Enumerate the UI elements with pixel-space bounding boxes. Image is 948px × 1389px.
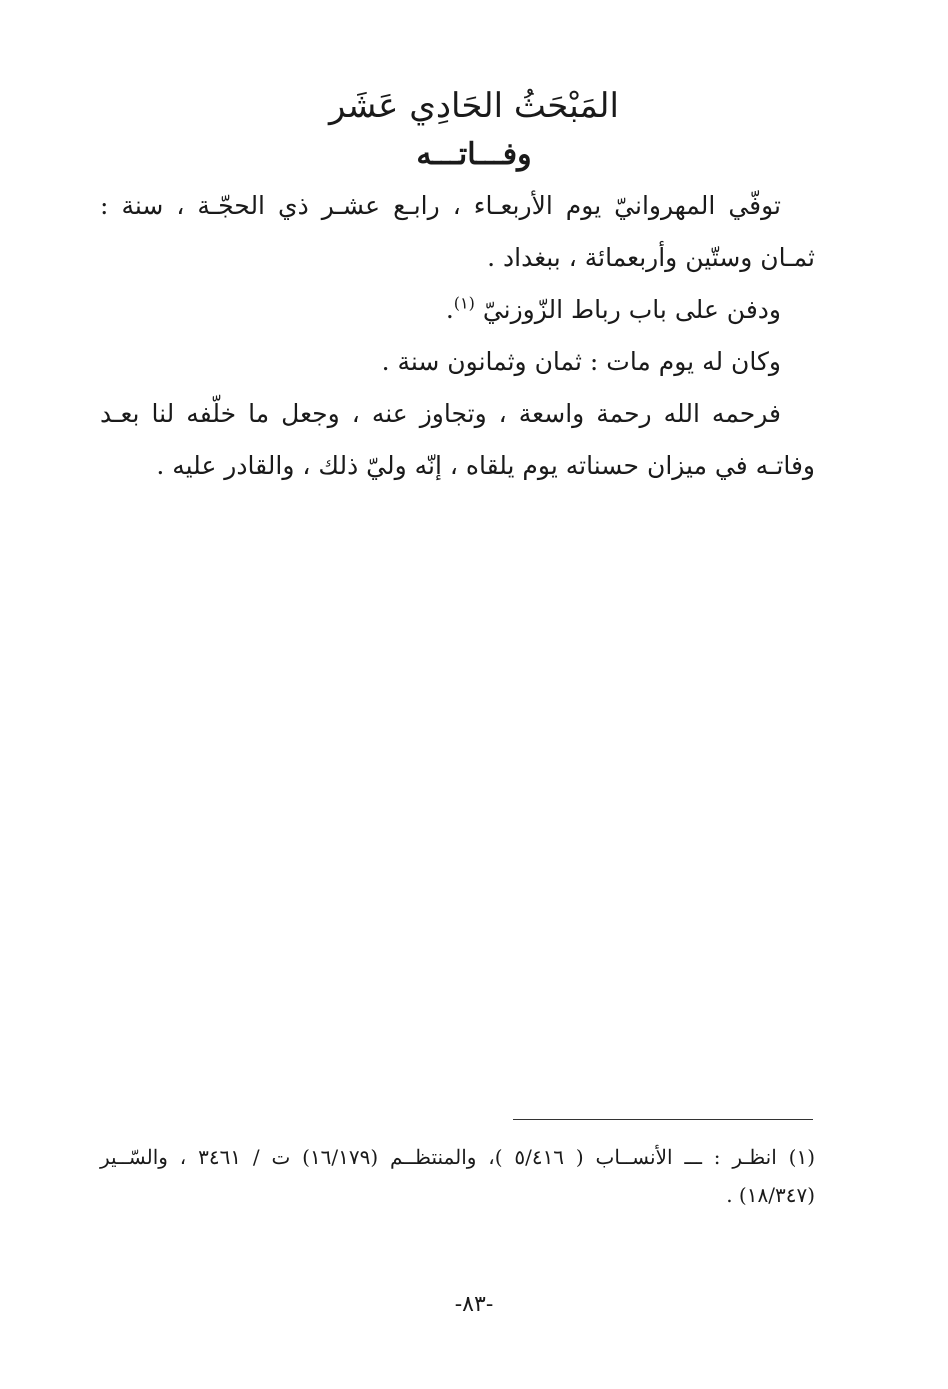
paragraph-prayer: فرحمه الله رحمة واسعة ، وتجاوز عنه ، وجعل ما خلّفه لنا بعـد وفاتـه في ميزان حسناته يوم يلقاه ، إنّه وليّ ذلك ، والقادر عليه .	[100, 399, 815, 480]
chapter-subtitle: وفـــاتـــه	[416, 137, 532, 172]
paragraph-burial-end: .	[445, 295, 454, 324]
footnotes	[100, 1138, 815, 1214]
page-number: -٨٣-	[454, 1292, 494, 1317]
footnote-divider	[513, 1119, 813, 1120]
paragraph-burial-text: ودفن على باب رباط الزّوزنيّ	[482, 295, 781, 324]
chapter-title: المَبْحَثُ الحَادِي عَشَر	[329, 86, 619, 126]
paragraph-death-date: توفّي المهروانيّ يوم الأربعـاء ، رابـع عشـر ذي الحجّـة ، سنة : ثمـان وستّين وأربعمائة ، ببغداد .	[100, 191, 815, 272]
paragraph-age: وكان له يوم مات : ثمان وثمانون سنة .	[381, 347, 781, 376]
paragraph-burial	[100, 284, 815, 336]
footnote-reference[interactable]: (١)	[453, 293, 475, 313]
body-text	[100, 180, 815, 492]
footnote-1: (١) انظـر : ـــ الأنســاب ( ٥/٤١٦ )، والمنتظــم (١٦/١٧٩) ت / ٣٤٦١ ، والسّــير (١٨/٣٤٧) .	[100, 1145, 815, 1207]
